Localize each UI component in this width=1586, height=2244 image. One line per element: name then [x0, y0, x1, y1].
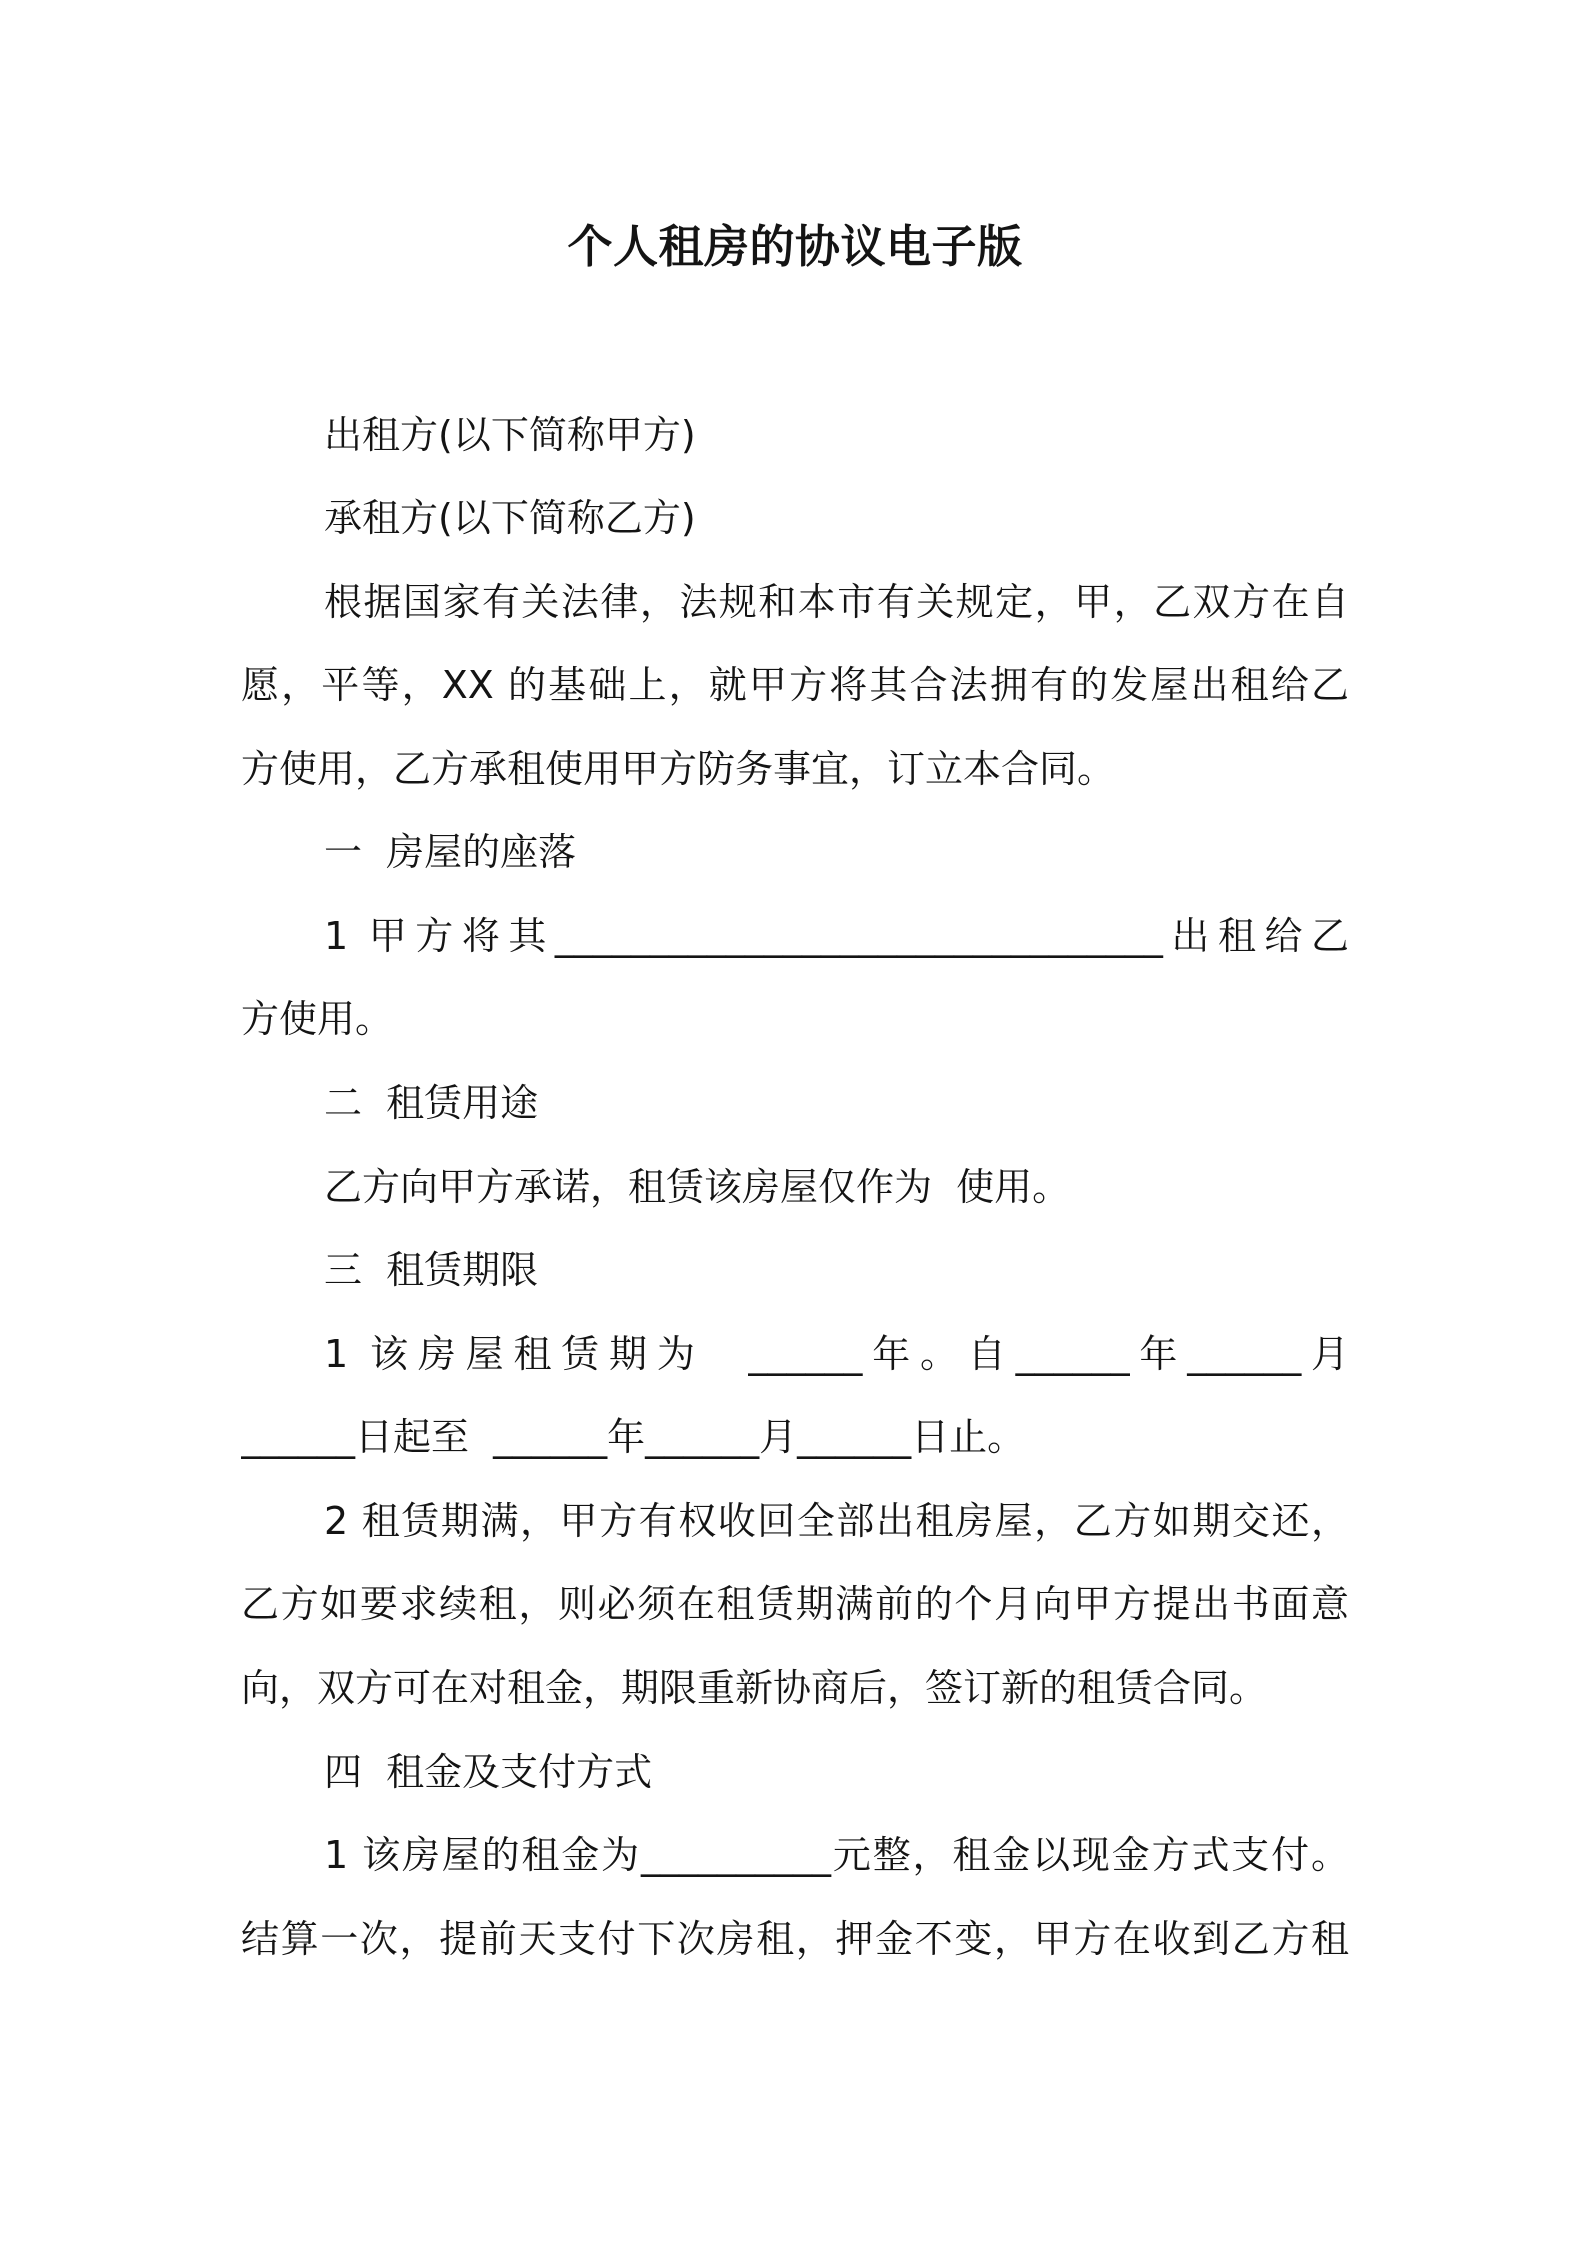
section-heading-term: 三 租赁期限	[324, 1248, 539, 1293]
document-body	[241, 394, 1349, 1982]
document-title: 个人租房的协议电子版	[567, 220, 1023, 273]
paragraph-line: 2 租赁期满，甲方有权收回全部出租房屋，乙方如期交还，	[324, 1498, 1349, 1543]
paragraph-line: 根据国家有关法律，法规和本市有关规定，甲，乙双方在自	[324, 579, 1349, 624]
paragraph-line: 愿，平等，XX 的基础上，就甲方将其合法拥有的发屋出租给乙	[241, 663, 1349, 708]
paragraph-line: 1 该房屋的租金为__________元整，租金以现金方式支付。	[324, 1833, 1349, 1878]
paragraph-line: 乙方向甲方承诺，租赁该房屋仅作为 使用。	[324, 1164, 1071, 1209]
preamble-paragraph	[241, 561, 1349, 812]
clause-location-1	[241, 895, 1349, 1062]
paragraph-line: 结算一次，提前天支付下次房租，押金不变，甲方在收到乙方租	[241, 1916, 1349, 1961]
paragraph-line: 1 该房屋租赁期为 ______年。自______年______月	[324, 1331, 1349, 1376]
paragraph-line: 方使用，乙方承租使用甲方防务事宜，订立本合同。	[241, 746, 1116, 791]
paragraph-line: 乙方如要求续租，则必须在租赁期满前的个月向甲方提出书面意	[241, 1582, 1349, 1627]
lessee-line: 承租方(以下简称乙方)	[324, 496, 696, 541]
section-heading-location: 一 房屋的座落	[324, 830, 577, 875]
paragraph-line: 向，双方可在对租金，期限重新协商后，签订新的租赁合同。	[241, 1665, 1268, 1710]
section-heading-usage: 二 租赁用途	[324, 1081, 539, 1125]
clause-rent-1	[241, 1814, 1349, 1981]
paragraph-line: 方使用。	[241, 997, 394, 1042]
lessor-line: 出租方(以下简称甲方)	[324, 412, 696, 457]
section-heading-rent: 四 租金及支付方式	[324, 1749, 653, 1794]
clause-usage-1	[241, 1146, 1349, 1230]
clause-term-1	[241, 1313, 1349, 1480]
paragraph-line: ______日起至 ______年______月______日止。	[241, 1415, 1026, 1460]
paragraph-line: 1 甲方将其________________________________出租给乙	[324, 913, 1349, 958]
clause-term-2	[241, 1480, 1349, 1731]
